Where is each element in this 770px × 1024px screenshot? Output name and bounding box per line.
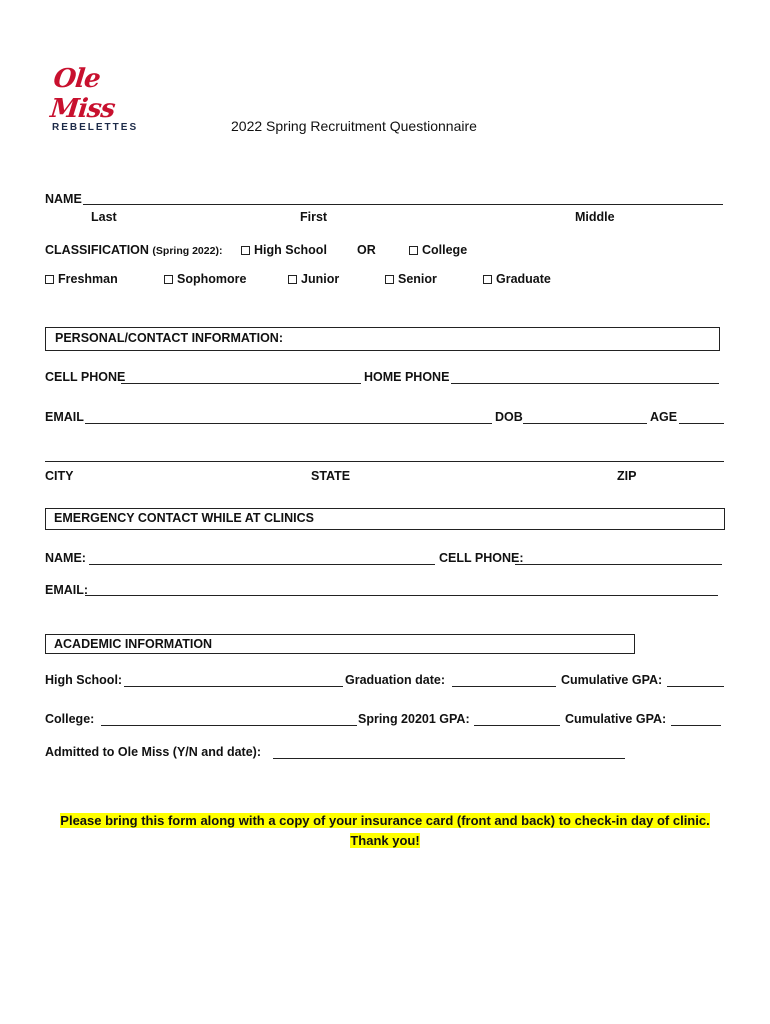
emergency-email-field[interactable] xyxy=(85,595,718,596)
personal-header-text: PERSONAL/CONTACT INFORMATION: xyxy=(55,331,283,345)
academic-section-header xyxy=(45,634,635,654)
emergency-section-header xyxy=(45,508,725,530)
or-label: OR xyxy=(357,243,376,257)
spring-gpa-label: Spring 20201 GPA: xyxy=(358,712,470,726)
name-field[interactable] xyxy=(83,204,723,205)
option-college[interactable]: College xyxy=(409,243,467,257)
option-senior[interactable]: Senior xyxy=(385,272,437,286)
option-graduate[interactable]: Graduate xyxy=(483,272,551,286)
name-sub-last: Last xyxy=(91,210,117,224)
option-sophomore[interactable]: Sophomore xyxy=(164,272,246,286)
notice xyxy=(0,811,770,851)
age-field[interactable] xyxy=(679,423,724,424)
graduation-date-label: Graduation date: xyxy=(345,673,446,687)
name-label: NAME xyxy=(45,192,82,206)
option-junior[interactable]: Junior xyxy=(288,272,339,286)
dob-label: DOB xyxy=(495,410,523,424)
email-label: EMAIL xyxy=(45,410,84,424)
logo-wordmark: Ole Miss xyxy=(48,64,116,124)
city-label: CITY xyxy=(45,469,74,483)
checkbox-icon[interactable] xyxy=(45,275,54,284)
age-label: AGE xyxy=(650,410,678,424)
cell-phone-field[interactable] xyxy=(121,383,361,384)
emergency-email-label: EMAIL: xyxy=(45,583,89,597)
college-field[interactable] xyxy=(101,725,357,726)
checkbox-icon[interactable] xyxy=(241,246,250,255)
checkbox-icon[interactable] xyxy=(164,275,173,284)
admitted-label: Admitted to Ole Miss (Y/N and date): xyxy=(45,745,261,759)
cumulative-gpa-field-1[interactable] xyxy=(667,686,724,687)
checkbox-icon[interactable] xyxy=(385,275,394,284)
emergency-name-field[interactable] xyxy=(89,564,435,565)
logo xyxy=(48,64,142,133)
cell-phone-label: CELL PHONE xyxy=(45,370,126,384)
logo-subtitle: REBELETTES xyxy=(52,122,139,133)
checkbox-icon[interactable] xyxy=(483,275,492,284)
emergency-name-label: NAME: xyxy=(45,551,86,565)
personal-section-header xyxy=(45,327,720,351)
notice-line-1: Please bring this form along with a copy of your insurance card (front and back) to check-in day of clinic. xyxy=(60,813,710,828)
emergency-header-text: EMERGENCY CONTACT WHILE AT CLINICS xyxy=(54,511,314,525)
cumulative-gpa-field-2[interactable] xyxy=(671,725,721,726)
email-field[interactable] xyxy=(85,423,492,424)
admitted-field[interactable] xyxy=(273,758,625,759)
zip-label: ZIP xyxy=(617,469,637,483)
checkbox-icon[interactable] xyxy=(288,275,297,284)
state-label: STATE xyxy=(311,469,351,483)
high-school-field[interactable] xyxy=(124,686,343,687)
emergency-cell-field[interactable] xyxy=(515,564,722,565)
dob-field[interactable] xyxy=(523,423,647,424)
checkbox-icon[interactable] xyxy=(409,246,418,255)
cumulative-gpa-label-1: Cumulative GPA: xyxy=(561,673,663,687)
classification-note: (Spring 2022): xyxy=(152,245,223,257)
name-sub-first: First xyxy=(300,210,328,224)
cumulative-gpa-label-2: Cumulative GPA: xyxy=(565,712,667,726)
home-phone-label: HOME PHONE xyxy=(364,370,450,384)
option-freshman[interactable]: Freshman xyxy=(45,272,118,286)
address-field[interactable] xyxy=(45,461,724,462)
spring-gpa-field[interactable] xyxy=(474,725,560,726)
home-phone-field[interactable] xyxy=(451,383,719,384)
notice-line-2: Thank you! xyxy=(350,833,420,848)
graduation-date-field[interactable] xyxy=(452,686,556,687)
classification-text: CLASSIFICATION xyxy=(45,243,149,257)
page-title: 2022 Spring Recruitment Questionnaire xyxy=(231,118,477,134)
college-label: College: xyxy=(45,712,95,726)
name-sub-middle: Middle xyxy=(575,210,615,224)
option-high-school[interactable]: High School xyxy=(241,243,327,257)
academic-header-text: ACADEMIC INFORMATION xyxy=(54,637,213,651)
high-school-label: High School: xyxy=(45,673,123,687)
emergency-cell-label: CELL PHONE: xyxy=(439,551,524,565)
classification-label xyxy=(45,243,222,257)
